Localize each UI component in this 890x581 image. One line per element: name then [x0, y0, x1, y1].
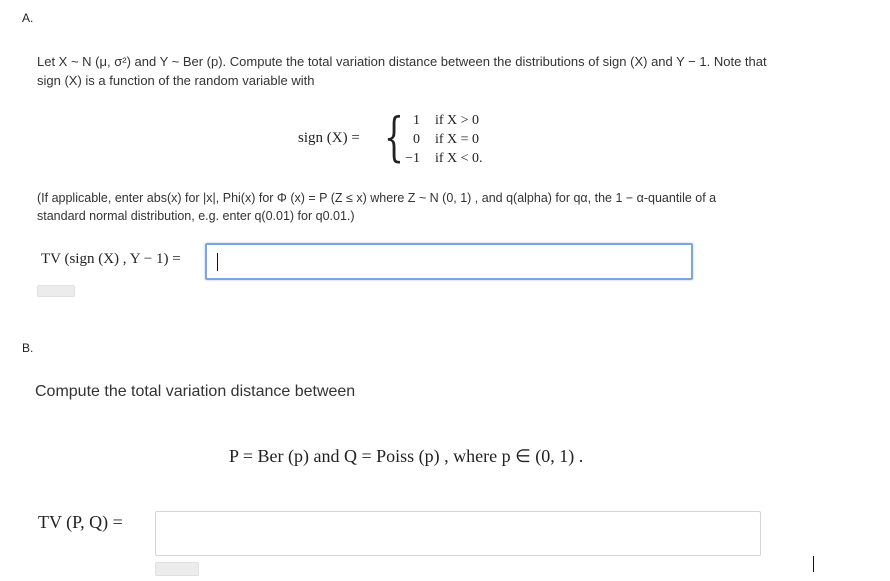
text-cursor-icon [217, 253, 218, 271]
case-value-2: 0 [413, 132, 420, 147]
part-b-answer-input[interactable] [155, 511, 761, 556]
part-b-submit-button[interactable] [155, 562, 199, 576]
case-value-3: −1 [405, 151, 420, 166]
case-condition-2: if X = 0 [435, 132, 480, 147]
part-a-answer-input[interactable] [205, 243, 693, 280]
part-a-intro-line1: Let X ~ N (μ, σ²) and Y ~ Ber (p). Compute the total variation distance between the distributions of sign (X) and Y − 1. Note that [37, 54, 767, 69]
part-a-label: A. [22, 11, 34, 25]
part-a-hint-line2: standard normal distribution, e.g. enter q(0.01) for q0.01.) [37, 209, 355, 223]
case-condition-1: if X > 0 [435, 113, 480, 128]
left-brace-icon: { [384, 108, 404, 168]
case-value-1: 1 [413, 113, 420, 128]
part-b-label: B. [22, 341, 34, 355]
part-a-submit-button[interactable] [37, 285, 75, 297]
part-b-prompt: Compute the total variation distance between [35, 383, 356, 400]
case-condition-3: if X < 0. [435, 151, 483, 166]
part-b-definition: P = Ber (p) and Q = Poiss (p) , where p ∈ (0, 1) . [229, 446, 584, 466]
sign-function-lhs: sign (X) = [298, 130, 360, 146]
part-a-intro-line2: sign (X) is a function of the random variable with [37, 73, 315, 88]
ibeam-cursor-icon [813, 556, 814, 572]
part-a-hint-line1: (If applicable, enter abs(x) for |x|, Phi(x) for Φ (x) = P (Z ≤ x) where Z ~ N (0, 1) , and q(alpha) for qα, the 1 − α-quantile of a [37, 191, 717, 205]
part-a-answer-label: TV (sign (X) , Y − 1) = [41, 251, 181, 267]
part-b-answer-label: TV (P, Q) = [38, 512, 123, 532]
